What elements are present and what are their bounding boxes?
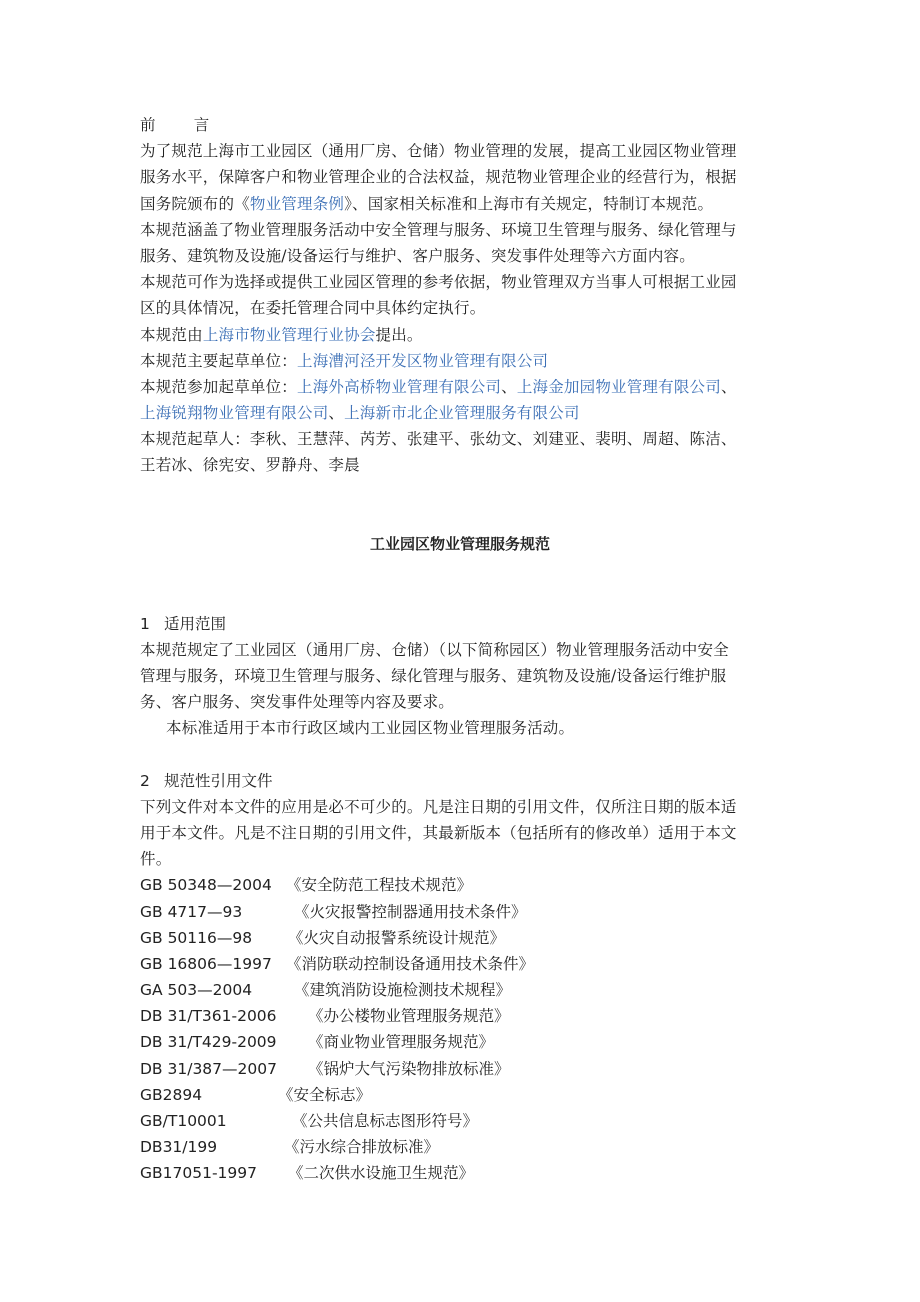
reference-code: GB 4717—93 <box>140 902 243 921</box>
reference-title: 《建筑消防设施检测技术规程》 <box>294 981 512 1000</box>
drafters-line: 本规范起草人：李秋、王慧萍、芮芳、张建平、张幼文、刘建亚、裴明、周超、陈洁、 <box>140 430 737 449</box>
separator: 、 <box>501 377 517 396</box>
reference-title: 《二次供水设施卫生规范》 <box>288 1164 475 1183</box>
reference-title: 《安全防范工程技术规范》 <box>286 876 473 895</box>
section-line: 件。 <box>140 850 172 869</box>
co-drafter-link[interactable]: 上海外高桥物业管理有限公司 <box>297 377 502 396</box>
reference-code: GB2894 <box>140 1085 203 1104</box>
reference-code: GB17051-1997 <box>140 1164 257 1183</box>
reference-item <box>140 1108 790 1134</box>
reference-title: 《锅炉大气污染物排放标准》 <box>308 1059 510 1078</box>
regulation-link[interactable]: 物业管理条例 <box>249 194 345 213</box>
reference-title: 《污水综合排放标准》 <box>284 1138 440 1157</box>
section-line: 本标准适用于本市行政区域内工业园区物业管理服务活动。 <box>166 719 575 738</box>
foreword-line: 服务水平，保障客户和物业管理企业的合法权益，规范物业管理企业的经营行为，根据 <box>140 168 737 187</box>
foreword-line: 为了规范上海市工业园区（通用厂房、仓储）物业管理的发展，提高工业园区物业管理 <box>140 142 737 161</box>
reference-item <box>140 1160 790 1186</box>
reference-item <box>140 872 790 898</box>
reference-title: 《消防联动控制设备通用技术条件》 <box>286 954 535 973</box>
co-drafter-link[interactable]: 上海金加园物业管理有限公司 <box>516 377 721 396</box>
reference-code: GB 50348—2004 <box>140 876 272 895</box>
foreword-line <box>140 191 790 217</box>
reference-item <box>140 925 790 951</box>
reference-title: 《火灾自动报警系统设计规范》 <box>288 928 506 947</box>
section-number: 1 <box>140 614 150 633</box>
reference-item <box>140 1029 790 1055</box>
reference-code: GA 503—2004 <box>140 981 253 1000</box>
reference-item <box>140 951 790 977</box>
document-page <box>140 112 790 1187</box>
reference-code: DB 31/387—2007 <box>140 1059 277 1078</box>
reference-item <box>140 1082 790 1108</box>
section-heading <box>140 611 790 637</box>
reference-title: 《商业物业管理服务规范》 <box>308 1033 495 1052</box>
main-drafter-link[interactable]: 上海漕河泾开发区物业管理有限公司 <box>297 351 549 370</box>
foreword-line: 区的具体情况，在委托管理合同中具体约定执行。 <box>140 299 486 318</box>
main-drafter-label: 本规范主要起草单位： <box>140 351 298 370</box>
reference-item <box>140 1003 790 1029</box>
foreword-text: 国务院颁布的《 <box>140 194 250 213</box>
co-drafter-line <box>140 400 790 426</box>
co-drafter-link[interactable]: 上海新市北企业管理服务有限公司 <box>344 404 580 423</box>
main-drafter-line <box>140 348 790 374</box>
co-drafter-label: 本规范参加起草单位： <box>140 377 298 396</box>
reference-title: 《公共信息标志图形符号》 <box>292 1112 479 1130</box>
reference-title: 《办公楼物业管理服务规范》 <box>308 1007 510 1026</box>
drafters-line: 王若冰、徐宪安、罗静舟、李晨 <box>140 456 360 475</box>
foreword-text: 》、国家相关标准和上海市有关规定，特制订本规范。 <box>344 194 714 213</box>
section-heading <box>140 768 790 794</box>
section-line: 下列文件对本文件的应用是必不可少的。凡是注日期的引用文件，仅所注日期的版本适 <box>140 797 737 816</box>
foreword-heading <box>140 112 790 138</box>
reference-code: GB 16806—1997 <box>140 954 272 973</box>
reference-code: DB 31/T361-2006 <box>140 1007 277 1026</box>
section-line: 用于本文件。凡是不注日期的引用文件，其最新版本（包括所有的修改单）适用于本文 <box>140 823 737 842</box>
reference-item <box>140 899 790 925</box>
separator: 、 <box>720 377 737 396</box>
reference-item <box>140 1056 790 1082</box>
co-drafter-link[interactable]: 上海锐翔物业管理有限公司 <box>140 404 329 423</box>
section-number: 2 <box>140 771 150 790</box>
reference-title: 《火灾报警控制器通用技术条件》 <box>294 902 527 921</box>
co-drafter-line <box>140 374 790 400</box>
section-title: 规范性引用文件 <box>164 771 273 790</box>
section-line: 管理与服务，环境卫生管理与服务、绿化管理与服务、建筑物及设施/设备运行维护服 <box>140 667 727 685</box>
foreword-text: 提出。 <box>375 325 423 344</box>
proposer-line <box>140 322 790 348</box>
foreword-heading-char-2: 言 <box>193 116 210 134</box>
separator: 、 <box>328 404 345 423</box>
section-line: 本规范规定了工业园区（通用厂房、仓储）（以下简称园区）物业管理服务活动中安全 <box>140 640 729 659</box>
association-link[interactable]: 上海市物业管理行业协会 <box>202 325 376 344</box>
reference-code: DB31/199 <box>140 1138 218 1157</box>
section-title: 适用范围 <box>164 614 227 633</box>
foreword-line: 服务、建筑物及设施/设备运行与维护、客户服务、突发事件处理等六方面内容。 <box>140 246 695 265</box>
section-line: 务、客户服务、突发事件处理等内容及要求。 <box>140 693 455 712</box>
reference-title: 《安全标志》 <box>278 1085 372 1104</box>
reference-code: DB 31/T429-2009 <box>140 1033 277 1052</box>
reference-item <box>140 977 790 1003</box>
reference-code: GB/T10001 <box>140 1112 227 1130</box>
reference-code: GB 50116—98 <box>140 928 253 947</box>
foreword-text: 本规范由 <box>140 325 203 344</box>
document-title: 工业园区物业管理服务规范 <box>369 534 550 553</box>
foreword-line: 本规范涵盖了物业管理服务活动中安全管理与服务、环境卫生管理与服务、绿化管理与 <box>140 220 737 239</box>
foreword-heading-char-1: 前 <box>140 116 156 134</box>
reference-item <box>140 1134 790 1160</box>
foreword-line: 本规范可作为选择或提供工业园区管理的参考依据，物业管理双方当事人可根据工业园 <box>140 273 737 292</box>
